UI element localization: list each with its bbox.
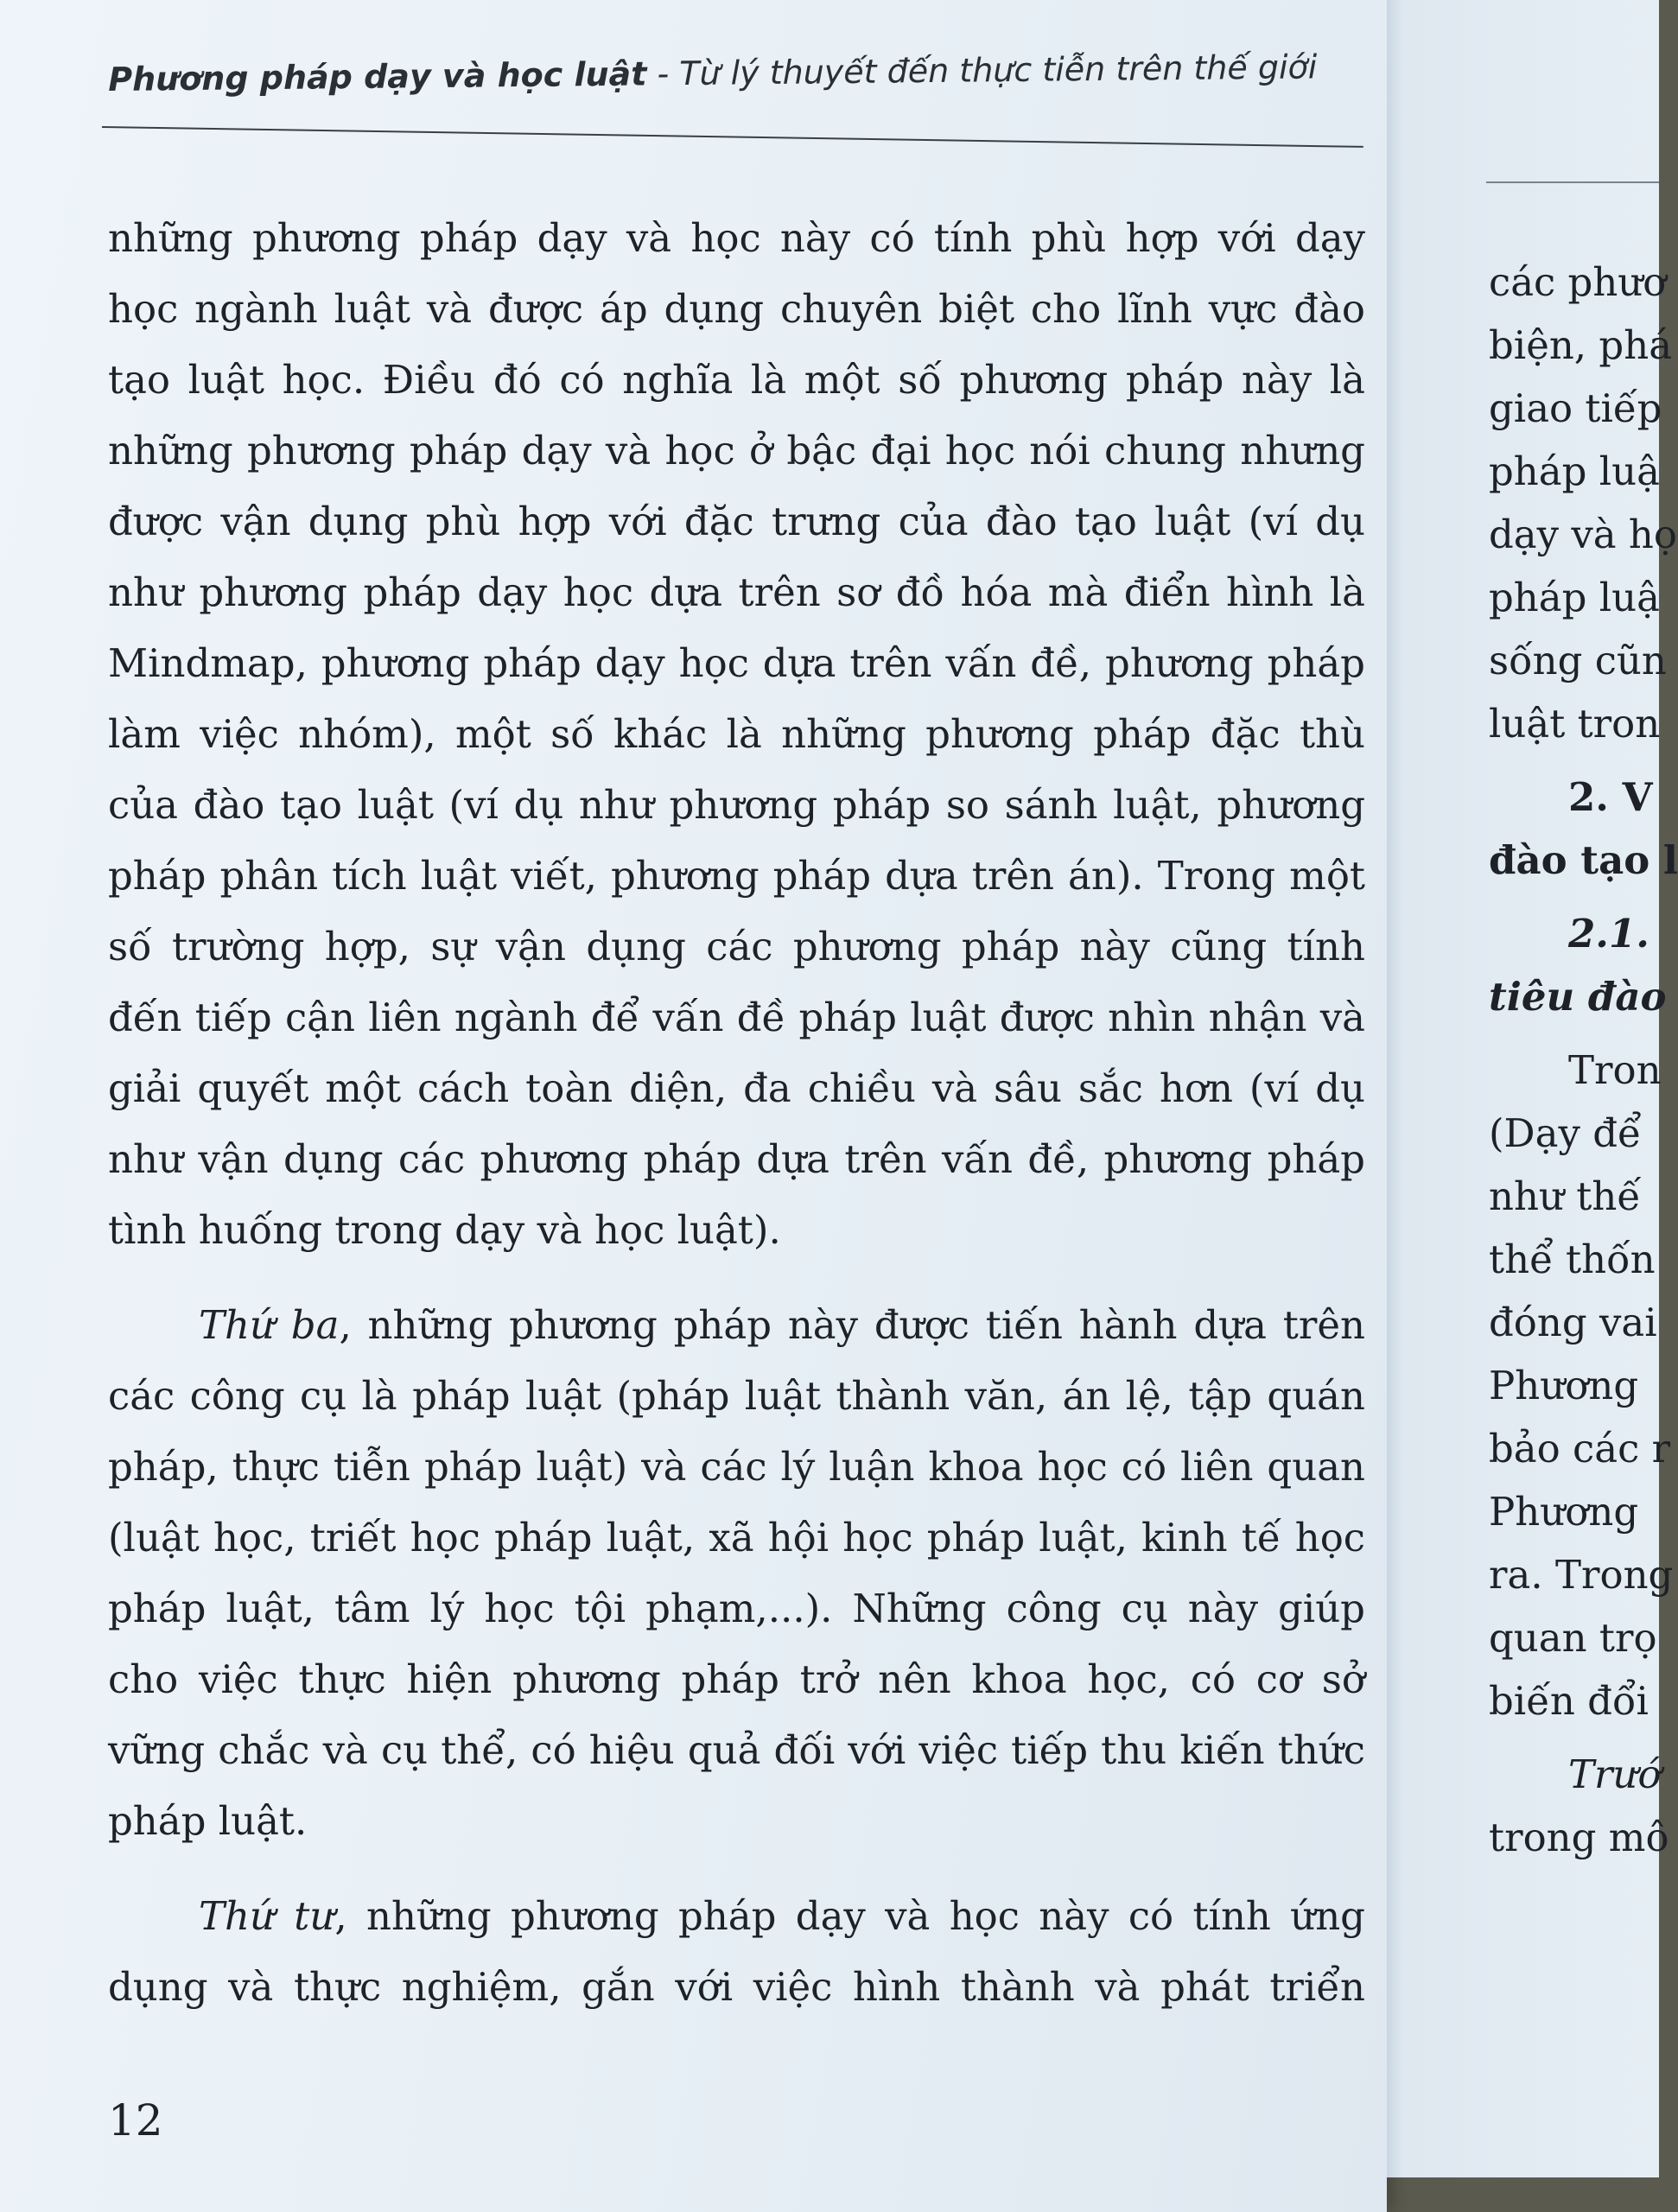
- text-line: (Dạy để: [1489, 1110, 1642, 1156]
- text-line: (luật học, triết học pháp luật, xã hội học pháp luật, kinh tế học: [108, 1515, 1365, 1560]
- text-line: như phương pháp dạy học dựa trên sơ đồ hóa mà điển hình là: [108, 569, 1365, 615]
- body-text: [108, 203, 1365, 2023]
- paragraph-1: [108, 203, 1365, 1266]
- subsection-heading: 2.1.: [1568, 911, 1649, 957]
- running-header: [108, 48, 1361, 99]
- text-line: biện, phá: [1489, 322, 1673, 368]
- text-line: đóng vai: [1489, 1300, 1657, 1345]
- text-line: Phương: [1489, 1363, 1639, 1408]
- paragraph-2: [108, 1290, 1365, 1857]
- text-line: sống cũn: [1489, 638, 1667, 683]
- text-line: các phươ: [1489, 259, 1667, 305]
- right-page-text: [1489, 251, 1678, 1869]
- text-line: quan trọ: [1489, 1615, 1657, 1661]
- section-heading: 2. V: [1568, 774, 1653, 820]
- text-line: học ngành luật và được áp dụng chuyên biệt cho lĩnh vực đào: [108, 286, 1365, 332]
- text-line: pháp, thực tiễn pháp luật) và các lý luận khoa học có liên quan: [108, 1444, 1365, 1490]
- text-line: như thế: [1489, 1173, 1642, 1219]
- book-subtitle: - Từ lý thuyết đến thực tiễn trên thế giới: [646, 48, 1318, 93]
- text-line: cho việc thực hiện phương pháp trở nên khoa học, có cơ sở: [108, 1656, 1365, 1702]
- text-line: pháp phân tích luật viết, phương pháp dựa trên án). Trong một: [108, 853, 1365, 899]
- right-header-divider: [1486, 181, 1659, 183]
- text-line: pháp luậ: [1489, 575, 1660, 620]
- subsection-heading: tiêu đào: [1489, 974, 1667, 1020]
- text-line: những phương pháp dạy và học này có tính phù hợp với dạy: [108, 215, 1365, 261]
- text-line: được vận dụng phù hợp với đặc trưng của đào tạo luật (ví dụ: [108, 499, 1365, 544]
- section-heading: đào tạo l: [1489, 837, 1678, 883]
- text-line: tình huống trong dạy và học luật).: [108, 1207, 781, 1253]
- text-line: số trường hợp, sự vận dụng các phương pháp này cũng tính: [108, 924, 1365, 969]
- text-line: trong mô: [1489, 1815, 1669, 1860]
- text-line: các công cụ là pháp luật (pháp luật thành văn, án lệ, tập quán: [108, 1373, 1365, 1419]
- text-line: đến tiếp cận liên ngành để vấn đề pháp luật được nhìn nhận và: [108, 995, 1365, 1040]
- text-line: dụng và thực nghiệm, gắn với việc hình thành và phát triển: [108, 1964, 1365, 2010]
- text-line: của đào tạo luật (ví dụ như phương pháp so sánh luật, phương: [108, 782, 1365, 828]
- text-line: Phương: [1489, 1489, 1639, 1535]
- text-line: pháp luật.: [108, 1798, 308, 1844]
- text-line: Mindmap, phương pháp dạy học dựa trên vấn đề, phương pháp: [108, 640, 1365, 686]
- text-line: dạy và họ: [1489, 512, 1677, 557]
- text-line: pháp luật, tâm lý học tội phạm,...). Những công cụ này giúp: [108, 1586, 1365, 1631]
- paragraph-lead: Thứ tư: [199, 1893, 335, 1939]
- text-line: bảo các r: [1489, 1426, 1671, 1471]
- text-line: làm việc nhóm), một số khác là những phương pháp đặc thù: [108, 711, 1365, 757]
- text-line: biến đổi: [1489, 1678, 1649, 1724]
- paragraph-lead: Thứ ba: [199, 1302, 340, 1348]
- text-line: Tron: [1568, 1047, 1662, 1093]
- text-line: luật tron: [1489, 701, 1661, 747]
- text-line: Thứ ba, những phương pháp này được tiến hành dựa trên: [199, 1302, 1365, 1348]
- text-line: Thứ tư, những phương pháp dạy và học này có tính ứng: [199, 1893, 1365, 1939]
- text-line: Trướ: [1568, 1751, 1662, 1797]
- text-line: thể thốn: [1489, 1236, 1656, 1282]
- page-number: 12: [108, 2095, 163, 2145]
- text-line: những phương pháp dạy và học ở bậc đại học nói chung nhưng: [108, 428, 1365, 474]
- right-book-page: [1387, 0, 1678, 2177]
- paragraph-3: [108, 1881, 1365, 2023]
- text-line: pháp luậ: [1489, 448, 1660, 494]
- text-line: vững chắc và cụ thể, có hiệu quả đối với việc tiếp thu kiến thức: [108, 1727, 1365, 1773]
- text-line: giao tiếp: [1489, 385, 1662, 431]
- text-line: ra. Trong: [1489, 1552, 1674, 1598]
- text-line: giải quyết một cách toàn diện, đa chiều và sâu sắc hơn (ví dụ: [108, 1065, 1365, 1111]
- header-divider: [102, 126, 1363, 148]
- text-line: tạo luật học. Điều đó có nghĩa là một số phương pháp này là: [108, 357, 1365, 403]
- book-title: Phương pháp dạy và học luật: [108, 54, 647, 99]
- text-line: như vận dụng các phương pháp dựa trên vấn đề, phương pháp: [108, 1136, 1365, 1182]
